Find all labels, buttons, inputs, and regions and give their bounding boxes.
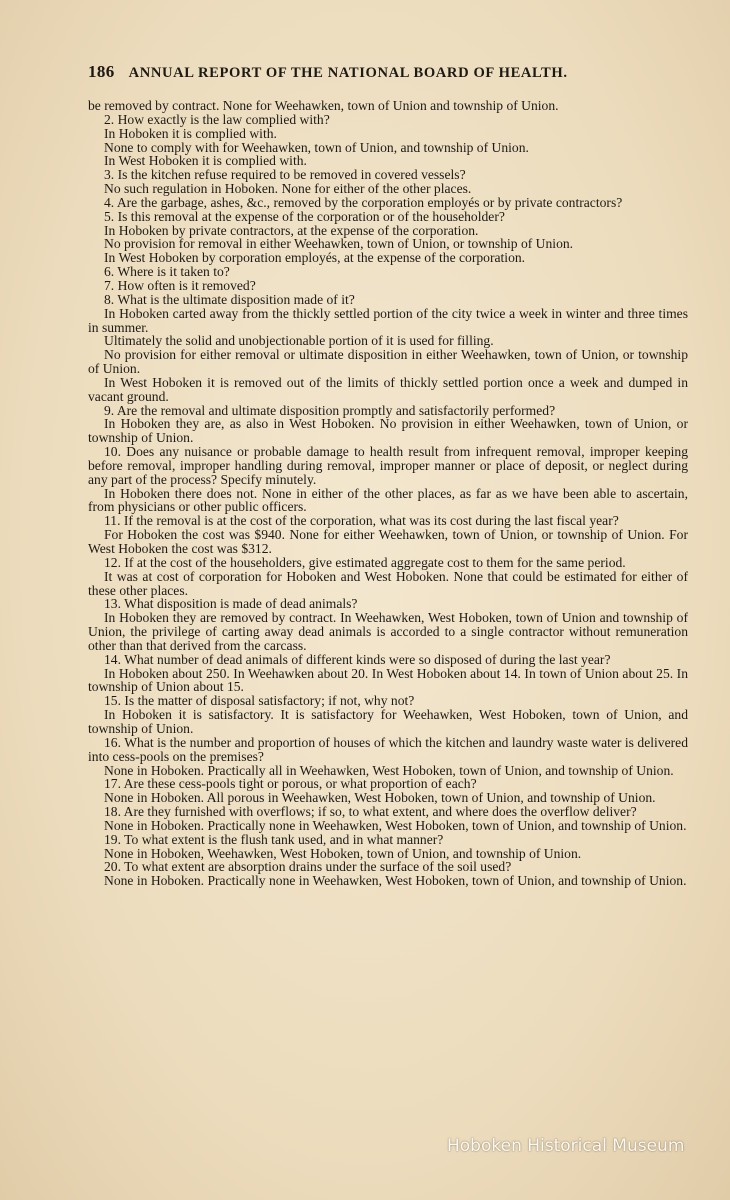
answer-paragraph: None in Hoboken. Practically none in Weehawken, West Hoboken, town of Union, and township of Union. <box>104 817 687 833</box>
question-paragraph: 18. Are they furnished with overflows; if so, to what extent, and where does the overflow deliver? <box>104 804 637 820</box>
answer-paragraph: In Hoboken carted away from the thickly settled portion of the city twice a week in winter and three times in summer. <box>88 305 688 335</box>
answer-paragraph: No provision for either removal or ultimate disposition in either Weehawken, town of Union, or township of Union. <box>88 347 688 377</box>
question-paragraph: 14. What number of dead animals of different kinds were so disposed of during the last year? <box>104 651 611 667</box>
page-header <box>88 62 658 82</box>
question-paragraph: 7. How often is it removed? <box>104 277 256 293</box>
question-paragraph: 11. If the removal is at the cost of the corporation, what was its cost during the last fiscal year? <box>104 513 619 529</box>
question-paragraph: 3. Is the kitchen refuse required to be removed in covered vessels? <box>104 167 466 183</box>
question-paragraph: 16. What is the number and proportion of houses of which the kitchen and laundry waste water is delivered into cess-pools on the premises? <box>88 734 688 764</box>
answer-paragraph: It was at cost of corporation for Hoboken and West Hoboken. None that could be estimated for either of these other places. <box>88 568 688 598</box>
answer-paragraph: For Hoboken the cost was $940. None for either Weehawken, town of Union, or township of Union. For West Hoboken the cost was $312. <box>88 527 688 556</box>
answer-paragraph: None in Hoboken, Weehawken, West Hoboken, town of Union, and township of Union. <box>104 845 582 861</box>
question-paragraph: 6. Where is it taken to? <box>104 264 230 280</box>
page-number: 186 <box>88 62 115 81</box>
answer-paragraph: None to comply with for Weehawken, town of Union, and township of Union. <box>104 139 529 155</box>
question-paragraph: 12. If at the cost of the householders, give estimated aggregate cost to them for the same period. <box>104 554 626 570</box>
museum-watermark: Hoboken Historical Museum <box>447 1136 685 1156</box>
answer-paragraph: None in Hoboken. Practically none in Weehawken, West Hoboken, town of Union, and township of Union. <box>104 873 687 889</box>
answer-paragraph: In Hoboken by private contractors, at the expense of the corporation. <box>104 222 479 238</box>
answer-paragraph: No such regulation in Hoboken. None for either of the other places. <box>104 181 472 197</box>
answer-paragraph: No provision for removal in either Weehawken, town of Union, or township of Union. <box>104 236 574 252</box>
question-paragraph: 9. Are the removal and ultimate disposition promptly and satisfactorily performed? <box>104 402 556 418</box>
answer-paragraph: In Hoboken it is complied with. <box>104 125 277 141</box>
question-paragraph: 17. Are these cess-pools tight or porous, or what proportion of each? <box>104 776 477 792</box>
answer-paragraph: In Hoboken they are removed by contract. In Weehawken, West Hoboken, town of Union and township of Union, the privilege of carting away dead animals is accorded to a single contractor without remuneration other than that derived from the carcass. <box>88 610 688 653</box>
answer-paragraph: In West Hoboken it is removed out of the limits of thickly settled portion once a week and dumped in vacant ground. <box>88 374 688 404</box>
answer-paragraph: None in Hoboken. All porous in Weehawken, West Hoboken, town of Union, and township of Union. <box>104 790 656 806</box>
question-paragraph: 2. How exactly is the law complied with? <box>104 111 330 127</box>
answer-paragraph: In Hoboken there does not. None in either of the other places, as far as we have been able to ascertain, from physicians or other public officers. <box>88 485 688 515</box>
question-paragraph: 20. To what extent are absorption drains under the surface of the soil used? <box>104 859 512 875</box>
question-paragraph: 4. Are the garbage, ashes, &c., removed by the corporation employés or by private contractors? <box>104 194 623 210</box>
answer-paragraph: None in Hoboken. Practically all in Weehawken, West Hoboken, town of Union, and township of Union. <box>104 762 674 778</box>
answer-paragraph: In Hoboken it is satisfactory. It is satisfactory for Weehawken, West Hoboken, town of Union, and township of Union. <box>88 707 688 736</box>
running-title: ANNUAL REPORT OF THE NATIONAL BOARD OF HEALTH. <box>128 65 568 81</box>
answer-paragraph: In West Hoboken it is complied with. <box>104 153 307 169</box>
body-text <box>88 99 688 888</box>
question-paragraph: 15. Is the matter of disposal satisfactory; if not, why not? <box>104 693 415 709</box>
question-paragraph: 10. Does any nuisance or probable damage to health result from infrequent removal, improper keeping before removal, improper handling during removal, improper manner or place of deposit, or neglect during any part of the process? Specify minutely. <box>88 444 688 487</box>
question-paragraph: 8. What is the ultimate disposition made of it? <box>104 291 355 307</box>
question-paragraph: 13. What disposition is made of dead animals? <box>104 596 358 612</box>
answer-paragraph: Ultimately the solid and unobjectionable portion of it is used for filling. <box>104 333 494 349</box>
answer-paragraph: In Hoboken they are, as also in West Hoboken. No provision in either Weehawken, town of Union, or township of Union. <box>88 416 688 446</box>
question-paragraph: 19. To what extent is the flush tank used, and in what manner? <box>104 831 444 847</box>
question-paragraph: 5. Is this removal at the expense of the corporation or of the householder? <box>104 208 505 224</box>
answer-paragraph: In West Hoboken by corporation employés, at the expense of the corporation. <box>104 250 526 266</box>
answer-paragraph: In Hoboken about 250. In Weehawken about 20. In West Hoboken about 14. In town of Union about 25. In township of Union about 15. <box>88 665 688 695</box>
answer-paragraph: be removed by contract. None for Weehawken, town of Union and township of Union. <box>88 98 559 113</box>
